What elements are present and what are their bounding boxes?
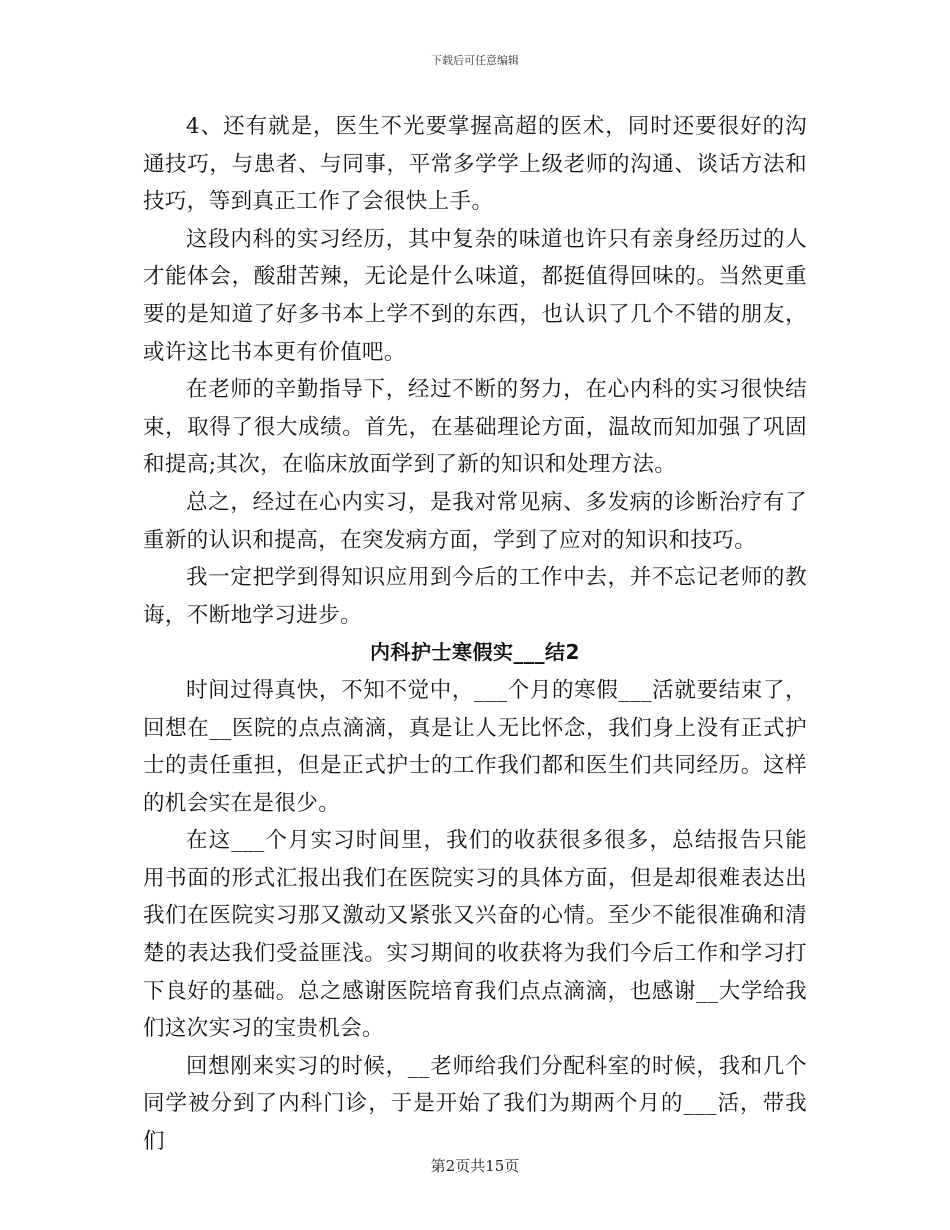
paragraph: 总之，经过在心内实习，是我对常见病、多发病的诊断治疗有了重新的认识和提高，在突发病方面，学到了应对的知识和技巧。	[143, 489, 807, 553]
paragraph: 时间过得真快，不知不觉中，___个月的寒假___活就要结束了，回想在__医院的点点滴滴，真是让人无比怀念，我们身上没有正式护士的责任重担，但是正式护士的工作我们都和医生们共同经历。这样的机会实在是很少。	[143, 677, 807, 816]
paragraph: 这段内科的实习经历，其中复杂的味道也许只有亲身经历过的人才能体会，酸甜苦辣，无论是什么味道，都挺值得回味的。当然更重要的是知道了好多书本上学不到的东西，也认识了几个不错的朋友，或许这比书本更有价值吧。	[143, 226, 807, 365]
document-body	[143, 108, 807, 1161]
paragraph: 在老师的辛勤指导下，经过不断的努力，在心内科的实习很快结束，取得了很大成绩。首先，在基础理论方面，温故而知加强了巩固和提高;其次，在临床放面学到了新的知识和处理方法。	[143, 377, 807, 478]
page-number: 第2页共15页	[430, 1157, 520, 1175]
paragraph: 4、还有就是，医生不光要掌握高超的医术，同时还要很好的沟通技巧，与患者、与同事，平常多学学上级老师的沟通、谈话方法和技巧，等到真正工作了会很快上手。	[143, 114, 807, 215]
paragraph: 我一定把学到得知识应用到今后的工作中去，并不忘记老师的教诲，不断地学习进步。	[143, 565, 807, 628]
section-title: 内科护士寒假实___结2	[370, 640, 580, 665]
paragraph: 在这___个月实习时间里，我们的收获很多很多，总结报告只能用书面的形式汇报出我们在医院实习的具体方面，但是却很难表达出我们在医院实习那又激动又紧张又兴奋的心情。至少不能很准确和清楚的表达我们受益匪浅。实习期间的收获将为我们今后工作和学习打下良好的基础。总之感谢医院培育我们点点滴滴，也感谢__大学给我们这次实习的宝贵机会。	[143, 828, 807, 1042]
paragraph: 回想刚来实习的时候，__老师给我们分配科室的时候，我和几个同学被分到了内科门诊，于是开始了我们为期两个月的___活，带我们	[143, 1053, 807, 1155]
header-note: 下载后可任意编辑	[431, 54, 519, 67]
